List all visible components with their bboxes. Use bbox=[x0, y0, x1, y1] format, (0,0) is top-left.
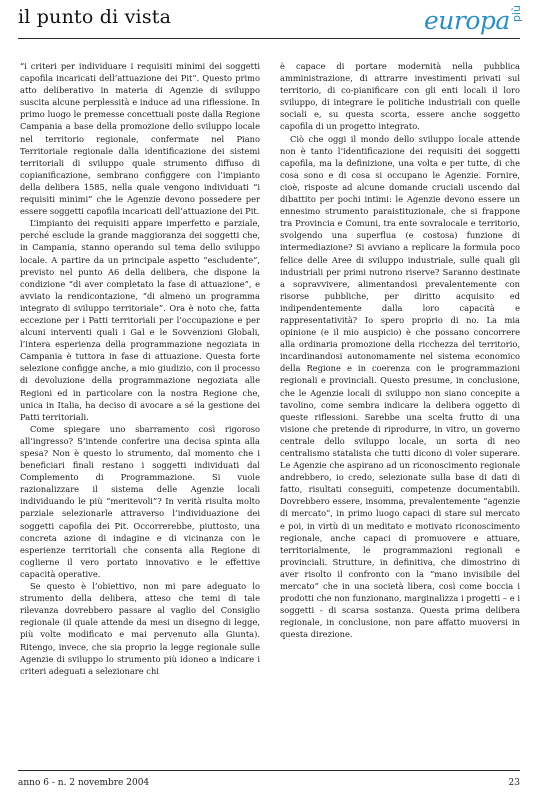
issue-info: anno 6 - n. 2 novembre 2004 bbox=[18, 778, 150, 788]
left-column bbox=[20, 60, 260, 720]
page-header bbox=[0, 0, 538, 50]
paragraph: Ciò che oggi il mondo dello sviluppo locale attende non è tanto l’identificazione dei requisiti dei soggetti capofila, ma la definizione, una volta e per tutte, di che cosa sono e di cosa si occupano le Agenzie. Fornire, cioè, risposte ad alcune domande cruciali uscendo dal dibattito per pochi intimi: le Agenzie devono essere un ennesimo strumento paraistituzionale, che si frappone tra Provincia e Comuni, tra ente sovralocale e territorio, svolgendo una superflua (e costosa) funzione di intermediazione? Si avviano a replicare la formula poco felice delle Aree di sviluppo industriale, sulle quali gli industriali per primi nutrono riserve? Saranno destinate a sopravvivere, alimentandosi prevalentemente con risorse pubbliche, per diritto acquisito ed indipendentemente dalla loro capacità e rappresentatività? Io spero proprio di no. La mia opinione (e il mio auspicio) è che possano concorrere alla ordinaria promozione della ricchezza del territorio, incardinandosi autonomamente nel sistema economico della Regione e in coerenza con le programmazioni regionali e provinciali. Questo presume, in conclusione, che le Agenzie locali di sviluppo non siano concepite a tavolino, come sembra indicare la delibera oggetto di queste riflessioni. Sarebbe una scelta frutto di una visione che pretende di riprodurre, in vitro, un governo centrale dello sviluppo locale, un sorta di neo centralismo statalista che tutti dicono di voler superare. Le Agenzie che aspirano ad un riconoscimento regionale andrebbero, io credo, selezionate sulla base di dati di fatto, risultati conseguiti, competenze documentabili. Dovrebbero essere, insomma, prevalentemente “agenzie di mercato”, in primo luogo capaci di stare sul mercato e poi, in virtù di un meditato e motivato riconoscimento regionale, anche capaci di promuovere e attuare, territorialmente, le programmazioni regionali e provinciali. Strutture, in definitiva, che dimostrino di aver risolto il confronto con la “mano invisibile del mercato” che in una società libera, così come boccia i prodotti che non funzionano, marginalizza i progetti – e i soggetti - di scarsa sostanza. Questa prima delibera regionale, in conclusione, non pare affatto muoversi in questa direzione. bbox=[280, 133, 520, 640]
paragraph: “i criteri per individuare i requisiti minimi dei soggetti capofila incaricati dell’attuazione dei Pit”. Questo primo atto deliberativo in materia di Agenzie di sviluppo suscita alcune perplessità e induce ad una riflessione. In primo luogo le premesse concettuali poste dalla Regione Campania a base della promozione dello sviluppo locale nel territorio regionale, confermate nel Piano Territoriale regionale dalla identificazione dei sistemi territoriali di sviluppo quale strumento diffuso di copianificazione, sembrano configgere con l’impianto della delibera 1585, nella quale vengono individuati “i requisiti minimi” che le Agenzie devono possedere per essere soggetti capofila incaricati dell’attuazione dei Pit. bbox=[20, 61, 260, 217]
section-title: il punto di vista bbox=[18, 6, 172, 28]
paragraph: è capace di portare modernità nella pubblica amministrazione, di attrarre investimenti privati sul territorio, di co-pianificare con gli enti locali il loro sviluppo, di integrare le politiche industriali con quelle sociali e, su questa scorta, essere anche soggetto capofila di un progetto integrato. bbox=[280, 61, 520, 132]
paragraph: L’impianto dei requisiti appare imperfetto e parziale, perché esclude la grande maggioranza dei soggetti che, in Campania, stanno operando sul tema dello sviluppo locale. A partire da un principale aspetto “escludente”, previsto nel punto A6 della delibera, che dispone la condizione “di aver completato la fase di attuazione”, e avviato la rendicontazione, “di almeno un programma integrato di sviluppo territoriale”. Ora è noto che, fatta eccezione per i Patti territoriali per l’occupazione e per alcuni interventi quali i Gal e le Sovvenzioni Globali, l’intera esperienza della programmazione negoziata in Campania è tuttora in fase di attuazione. Questa forte selezione configge anche, a mio giudizio, con il processo di devoluzione della programmazione negoziata alle Regioni ed in particolare con la nostra Regione che, unica in Italia, ha deciso di avocare a sé la gestione dei Patti territoriali. bbox=[20, 218, 260, 422]
right-column bbox=[280, 60, 520, 720]
article-body bbox=[20, 60, 520, 720]
logo-suffix: più bbox=[510, 4, 523, 22]
paragraph: Come spiegare uno sbarramento così rigoroso all’ingresso? S’intende conferire una decisa spinta alla spesa? Non è questo lo strumento, dal momento che i beneficiari finali restano i soggetti individuati dal Complemento di Programmazione. Si vuole razionalizzare il sistema delle Agenzie locali individuando le più “meritevoli”? In verità risulta molto parziale selezionarle attraverso l’individuazione dei soggetti capofila dei Pit. Occorrerebbe, piuttosto, una concreta azione di indagine e di vicinanza con le esperienze territoriali che consenta alla Regione di coglierne il vero portato innovativo e le effettive capacità operative. bbox=[20, 423, 260, 579]
page-number: 23 bbox=[508, 778, 520, 788]
europa-piu-logo bbox=[424, 2, 534, 46]
logo-wordmark: europa bbox=[424, 6, 510, 35]
paragraph: Se questo è l’obiettivo, non mi pare adeguato lo strumento della delibera, atteso che temi di tale rilevanza dovrebbero passare al vaglio del Consiglio regionale (il quale attende da mesi un disegno di legge, più volte modificato e mai pervenuto alla Giunta). Ritengo, invece, che sia proprio la legge regionale sulle Agenzie di sviluppo lo strumento più idoneo a indicare i criteri adeguati a selezionare chi bbox=[20, 581, 260, 676]
header-divider bbox=[18, 38, 520, 39]
footer-divider bbox=[18, 770, 520, 771]
